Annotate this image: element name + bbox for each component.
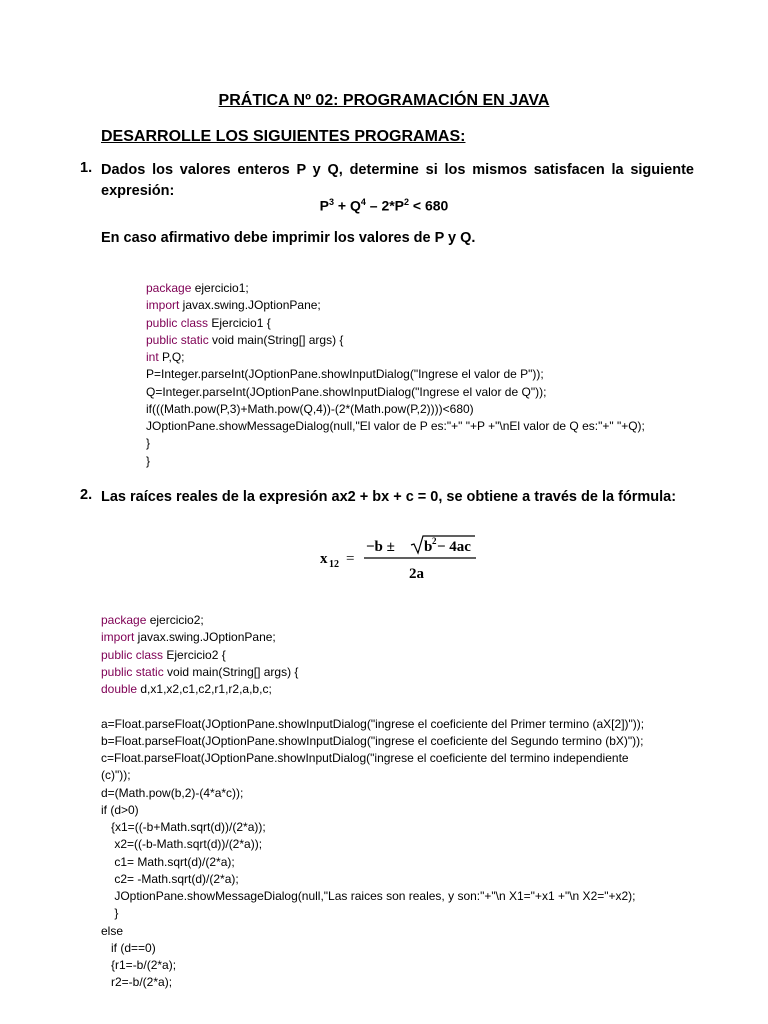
code-text: c1= Math.sqrt(d)/(2*a); <box>101 854 235 869</box>
code-text: if (d==0) <box>101 940 156 955</box>
code-line <box>101 733 644 750</box>
code-line <box>101 802 644 819</box>
code-line <box>101 957 644 974</box>
code-line <box>146 384 645 401</box>
code-text: Ejercicio2 { <box>163 647 226 662</box>
code-text: d=(Math.pow(b,2)-(4*a*c)); <box>101 785 244 800</box>
formula-numerator-prefix: −b ± <box>366 539 395 555</box>
code-line <box>101 888 644 905</box>
code-line <box>146 297 645 314</box>
code-text: Ejercicio1 { <box>208 315 271 330</box>
code-text: JOptionPane.showMessageDialog(null,"Las raices son reales, y son:"+"\n X1="+x1 +"\n X2="+x2); <box>101 889 636 903</box>
code-keyword: import <box>101 630 135 645</box>
code-keyword: public class <box>146 315 209 330</box>
code-line <box>101 974 644 991</box>
page-title: PRÁTICA Nº 02: PROGRAMACIÓN EN JAVA <box>218 92 550 109</box>
formula-q-exponent: 4 <box>360 197 366 207</box>
code-text: JOptionPane.showMessageDialog(null,"El valor de P es:"+" "+P +"\nEl valor de Q es:"+" "+Q); <box>146 419 645 433</box>
code-line <box>101 767 644 784</box>
question-1-text: Dados los valores enteros P y Q, determine si los mismos satisfacen la siguiente expresión: <box>101 162 694 199</box>
code-text: c2= -Math.sqrt(d)/(2*a); <box>101 871 239 886</box>
code-line <box>101 647 644 664</box>
code-keyword: package <box>101 613 147 627</box>
code-text: {r1=-b/(2*a); <box>101 958 177 972</box>
code-block-1 <box>146 280 645 470</box>
code-text: b=Float.parseFloat(JOptionPane.showInputDialog("ingrese el coeficiente del Segundo termino (bX)")); <box>101 733 644 748</box>
code-line <box>101 750 644 767</box>
quadratic-formula <box>300 534 490 584</box>
formula-denominator: 2a <box>409 566 424 582</box>
code-keyword: public static <box>146 332 209 347</box>
code-line <box>101 819 644 836</box>
code-text: void main(String[] args) { <box>163 664 299 679</box>
code-line <box>146 418 645 435</box>
code-text: } <box>146 436 151 451</box>
code-keyword: int <box>146 350 159 364</box>
code-line <box>101 940 644 957</box>
code-line <box>101 905 644 922</box>
code-keyword: double <box>101 682 138 696</box>
code-line <box>146 453 645 470</box>
code-line <box>146 315 645 332</box>
code-line <box>146 332 645 349</box>
formula-q: + Q <box>334 197 361 214</box>
code-line <box>101 836 644 853</box>
code-keyword: public class <box>101 647 164 662</box>
code-line <box>101 612 644 629</box>
code-text: Q=Integer.parseInt(JOptionPane.showInputDialog("Ingrese el valor de Q")); <box>146 384 547 399</box>
formula-p2-exponent: 2 <box>404 197 410 207</box>
code-text: } <box>101 906 119 921</box>
formula-rest: < 680 <box>409 197 449 214</box>
code-text: c=Float.parseFloat(JOptionPane.showInputDialog("ingrese el coeficiente del termino independiente <box>101 751 629 765</box>
formula-radicand-rest: − 4ac <box>437 539 471 555</box>
code-line <box>146 349 645 366</box>
code-line <box>146 280 645 297</box>
code-text: javax.swing.JOptionPane; <box>134 630 276 645</box>
formula-radicand-exponent: 2 <box>432 536 437 546</box>
code-text: ejercicio1; <box>191 281 249 295</box>
code-text: {x1=((-b+Math.sqrt(d))/(2*a)); <box>101 820 266 834</box>
code-text: void main(String[] args) { <box>208 332 344 347</box>
code-line <box>101 871 644 888</box>
code-line <box>101 629 644 646</box>
formula-p-exponent: 3 <box>328 197 334 207</box>
code-line <box>146 435 645 452</box>
code-line <box>101 785 644 802</box>
code-line <box>101 664 644 681</box>
question-2-text: Las raíces reales de la expresión ax2 + bx + c = 0, se obtiene a través de la fórmula: <box>101 489 677 505</box>
formula-minus: – 2*P <box>365 197 405 214</box>
code-text: if(((Math.pow(P,3)+Math.pow(Q,4))-(2*(Math.pow(P,2))))<680) <box>146 401 474 416</box>
code-text: if (d>0) <box>101 802 139 817</box>
code-line <box>146 366 645 383</box>
formula-lhs: x <box>320 551 328 567</box>
code-text: } <box>146 453 151 468</box>
formula-equals: = <box>346 551 355 567</box>
code-text: r2=-b/(2*a); <box>101 975 173 990</box>
question-2-number: 2. <box>80 487 93 503</box>
code-line <box>146 401 645 418</box>
question-1-affirmative: En caso afirmativo debe imprimir los valores de P y Q. <box>101 230 476 246</box>
code-text: x2=((-b-Math.sqrt(d))/(2*a)); <box>101 837 263 852</box>
code-line <box>101 854 644 871</box>
formula-p: P <box>319 197 329 214</box>
code-text: P,Q; <box>158 350 185 364</box>
code-text: javax.swing.JOptionPane; <box>179 298 321 313</box>
formula-radicand: b <box>424 539 433 555</box>
formula-lhs-subscript: 12 <box>329 559 339 570</box>
section-subtitle: DESARROLLE LOS SIGUIENTES PROGRAMAS: <box>101 128 466 145</box>
code-text: (c)")); <box>101 768 131 783</box>
code-line <box>101 923 644 940</box>
code-text: P=Integer.parseInt(JOptionPane.showInputDialog("Ingrese el valor de P")); <box>146 367 544 382</box>
code-text: ejercicio2; <box>146 613 204 627</box>
code-keyword: import <box>146 298 180 313</box>
code-keyword: public static <box>101 664 164 679</box>
code-keyword: package <box>146 281 192 295</box>
code-line <box>101 681 644 698</box>
code-text: d,x1,x2,c1,c2,r1,r2,a,b,c; <box>137 682 272 696</box>
code-line <box>101 716 644 733</box>
question-1-number: 1. <box>80 160 93 176</box>
code-block-2 <box>101 612 644 992</box>
question-1-formula <box>0 197 768 214</box>
code-line <box>101 698 644 715</box>
code-text: a=Float.parseFloat(JOptionPane.showInputDialog("ingrese el coeficiente del Primer termino (aX[2])")); <box>101 716 645 731</box>
code-text: else <box>101 923 124 938</box>
